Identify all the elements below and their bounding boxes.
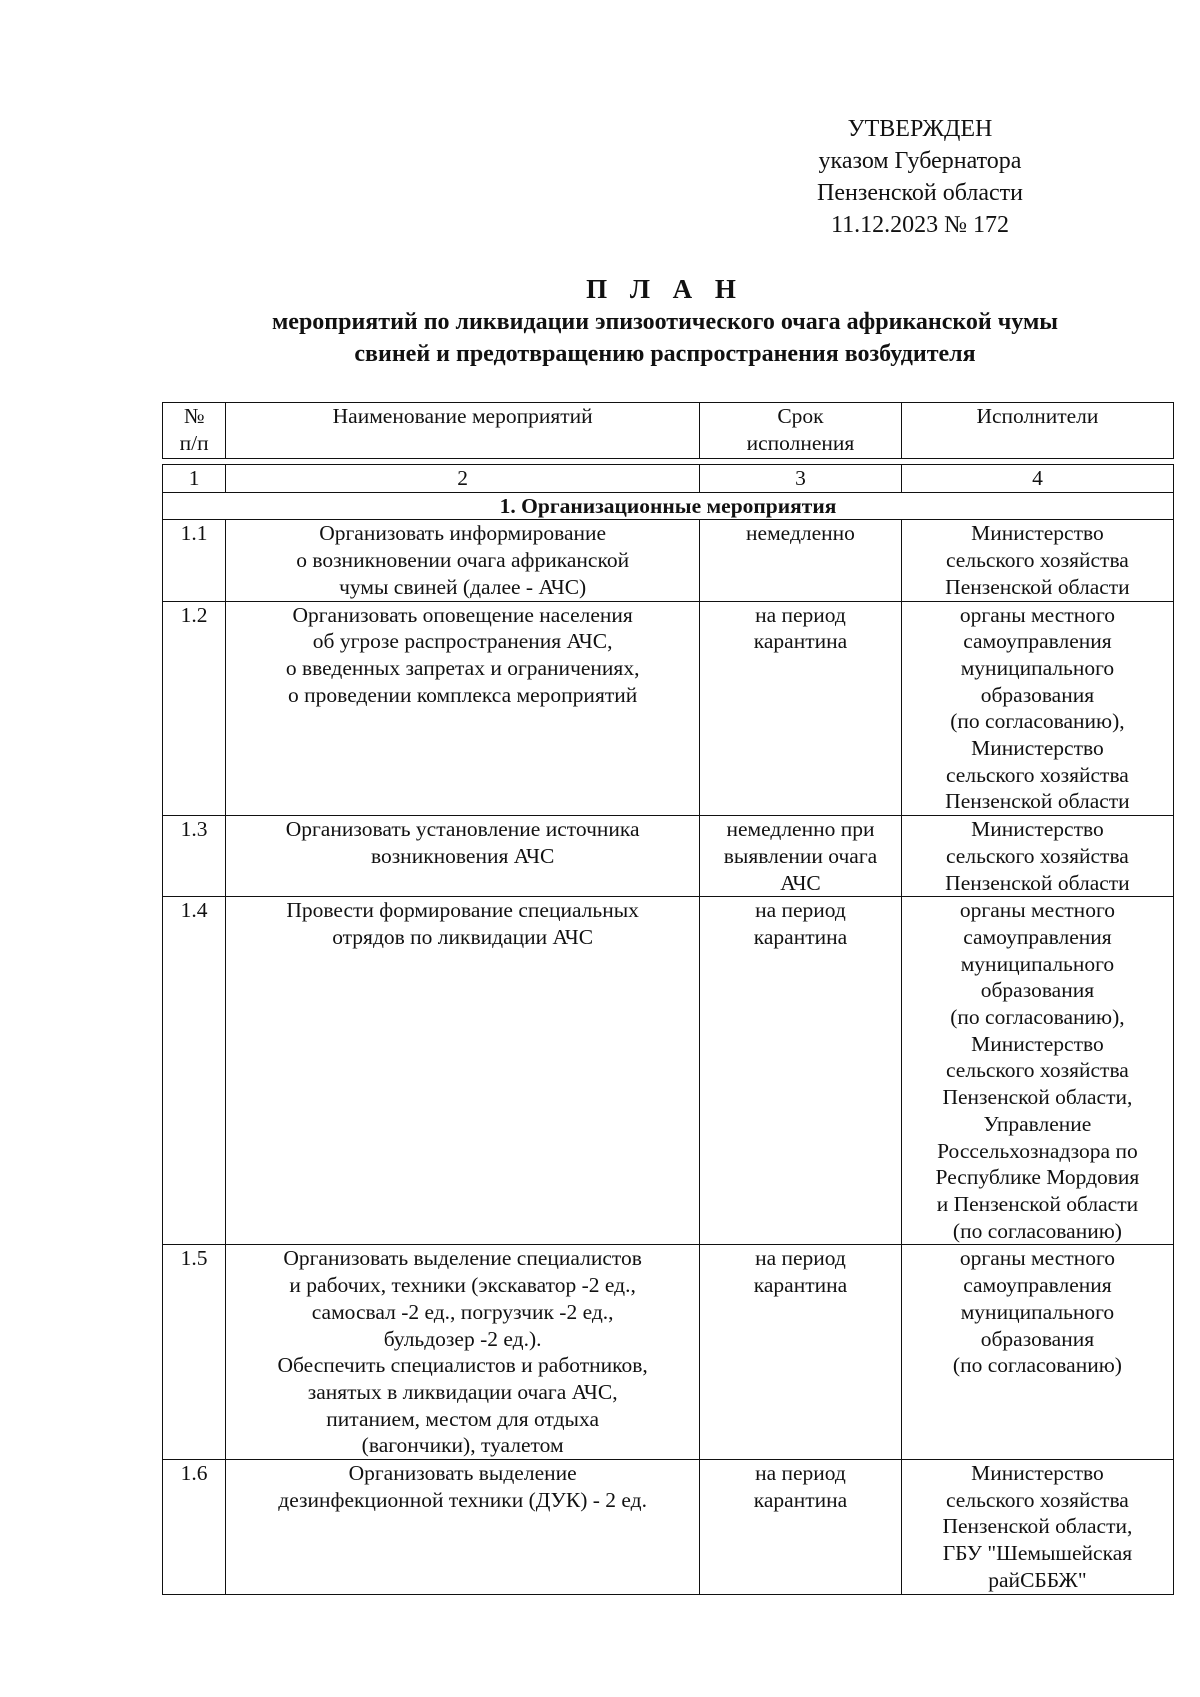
row-activity-line: и рабочих, техники (экскаватор -2 ед., (289, 1273, 636, 1298)
row-executors-line: органы местного (959, 602, 1115, 627)
row-executors-line: Россельхознадзора по (937, 1138, 1138, 1163)
plan-table (162, 402, 1174, 1595)
row-activity-line: самосвал -2 ед., погрузчик -2 ед., (311, 1299, 614, 1324)
row-activity-line: Обеспечить специалистов и работников, (277, 1353, 648, 1378)
row-activity-line: отрядов по ликвидации АЧС (332, 924, 594, 949)
row-executors-line: образования (980, 682, 1095, 707)
row-activity-line: возникновения АЧС (370, 843, 555, 868)
row-number: 1.2 (163, 601, 226, 816)
row-term-line: на период (755, 1246, 846, 1271)
row-activity-line: Организовать выделение специалистов (283, 1246, 642, 1271)
row-activity (226, 1460, 700, 1595)
row-activity (226, 520, 700, 601)
row-activity-line: (вагончики), туалетом (361, 1433, 564, 1458)
row-activity-line: Организовать информирование (319, 521, 607, 546)
section-row (163, 492, 1174, 520)
row-term-line: немедленно (746, 521, 855, 546)
row-activity-line: об угрозе распространения АЧС, (312, 629, 613, 654)
document-title (160, 272, 1170, 370)
row-term-line: карантина (753, 924, 848, 949)
row-executors-line: сельского хозяйства (946, 1487, 1129, 1512)
row-executors-line: сельского хозяйства (946, 843, 1129, 868)
row-executors-line: райСББЖ" (988, 1567, 1087, 1592)
row-term (700, 1245, 902, 1460)
approval-line: указом Губернатора (818, 148, 1022, 174)
header-num: № п/п (163, 403, 226, 459)
row-term-line: АЧС (780, 870, 821, 895)
row-executors-line: сельского хозяйства (946, 1058, 1129, 1083)
row-term-line: на период (755, 898, 846, 923)
row-executors (901, 1245, 1173, 1460)
row-executors-line: Пензенской области (945, 789, 1130, 814)
row-executors-line: органы местного (959, 898, 1115, 923)
row-executors-line: муниципального (960, 1299, 1115, 1324)
row-executors-line: Пензенской области (945, 574, 1130, 599)
row-executors-line: (по согласованию) (952, 1353, 1122, 1378)
row-executors-line: Управление (983, 1111, 1092, 1136)
row-executors-line: муниципального (960, 951, 1115, 976)
row-executors (901, 816, 1173, 897)
approval-line: Пензенской области (817, 180, 1023, 206)
row-term-line: на период (755, 1461, 846, 1486)
row-activity-line: Организовать выделение (348, 1461, 577, 1486)
row-activity (226, 897, 700, 1245)
row-executors-line: Министерство (971, 1031, 1104, 1056)
row-executors (901, 897, 1173, 1245)
plan-subtitle-line: свиней и предотвращению распространения возбудителя (354, 341, 976, 367)
row-executors-line: самоуправления (963, 1273, 1112, 1298)
table-row (163, 897, 1174, 1245)
row-executors (901, 1460, 1173, 1595)
approval-stamp (790, 113, 1050, 241)
row-activity-line: Провести формирование специальных (286, 898, 639, 923)
row-term (700, 816, 902, 897)
row-executors-line: Министерство (971, 817, 1104, 842)
row-executors-line: муниципального (960, 655, 1115, 680)
plan-subtitle-line: мероприятий по ликвидации эпизоотического очага африканской чумы (271, 309, 1059, 335)
row-activity (226, 601, 700, 816)
row-executors-line: самоуправления (963, 629, 1112, 654)
row-executors-line: (по согласованию) (952, 1218, 1122, 1243)
column-number: 1 (163, 465, 226, 493)
section-title: 1. Организационные мероприятия (163, 492, 1174, 520)
row-executors-line: Республике Мордовия (935, 1165, 1140, 1190)
row-executors-line: Пензенской области (945, 870, 1130, 895)
column-number: 3 (700, 465, 902, 493)
row-number: 1.6 (163, 1460, 226, 1595)
row-term (700, 897, 902, 1245)
row-activity-line: Организовать установление источника (285, 817, 640, 842)
row-executors-line: образования (980, 1326, 1095, 1351)
row-executors (901, 520, 1173, 601)
row-activity-line: Организовать оповещение населения (292, 602, 633, 627)
row-term (700, 1460, 902, 1595)
row-number: 1.5 (163, 1245, 226, 1460)
row-activity-line: о проведении комплекса мероприятий (288, 682, 638, 707)
table-row (163, 816, 1174, 897)
row-executors-line: Пензенской области, (942, 1085, 1133, 1110)
header-name: Наименование мероприятий (226, 403, 700, 459)
row-number: 1.4 (163, 897, 226, 1245)
row-term-line: карантина (753, 629, 848, 654)
header-term: Срок исполнения (700, 403, 902, 459)
row-executors-line: сельского хозяйства (946, 762, 1129, 787)
row-executors-line: органы местного (959, 1246, 1115, 1271)
row-term-line: на период (755, 602, 846, 627)
row-executors-line: (по согласованию), (950, 709, 1125, 734)
row-executors-line: Министерство (971, 736, 1104, 761)
column-number: 4 (901, 465, 1173, 493)
row-executors-line: сельского хозяйства (946, 548, 1129, 573)
row-activity-line: бульдозер -2 ед.). (383, 1326, 542, 1351)
row-executors (901, 601, 1173, 816)
row-activity-line: занятых в ликвидации очага АЧС, (307, 1379, 618, 1404)
row-executors-line: и Пензенской области (936, 1191, 1139, 1216)
row-activity-line: питанием, местом для отдыха (326, 1406, 599, 1431)
row-executors-line: Министерство (971, 521, 1104, 546)
column-numbers-row (163, 465, 1174, 493)
approval-line: 11.12.2023 № 172 (830, 212, 1009, 238)
row-executors-line: (по согласованию), (950, 1005, 1125, 1030)
row-term-line: карантина (753, 1273, 848, 1298)
table-row (163, 520, 1174, 601)
row-number: 1.1 (163, 520, 226, 601)
row-term-line: выявлении очага (723, 843, 878, 868)
row-executors-line: самоуправления (963, 924, 1112, 949)
row-executors-line: ГБУ "Шемышейская (942, 1541, 1133, 1566)
approval-line: УТВЕРЖДЕН (847, 116, 993, 142)
row-number: 1.3 (163, 816, 226, 897)
row-term (700, 601, 902, 816)
table-row (163, 1245, 1174, 1460)
table-row (163, 601, 1174, 816)
row-term-line: карантина (753, 1487, 848, 1512)
column-number: 2 (226, 465, 700, 493)
row-executors-line: Пензенской области, (942, 1514, 1133, 1539)
row-term-line: немедленно при (726, 817, 875, 842)
row-term (700, 520, 902, 601)
row-activity (226, 1245, 700, 1460)
table-row (163, 1460, 1174, 1595)
plan-heading: П Л А Н (586, 274, 744, 304)
row-activity-line: дезинфекционной техники (ДУК) - 2 ед. (278, 1487, 647, 1512)
row-activity-line: чумы свиней (далее - АЧС) (339, 574, 587, 599)
row-activity-line: о возникновении очага африканской (296, 548, 630, 573)
row-activity-line: о введенных запретах и ограничениях, (285, 655, 640, 680)
table-header-row (163, 403, 1174, 459)
header-executors: Исполнители (901, 403, 1173, 459)
row-executors-line: Министерство (971, 1461, 1104, 1486)
row-activity (226, 816, 700, 897)
row-executors-line: образования (980, 978, 1095, 1003)
